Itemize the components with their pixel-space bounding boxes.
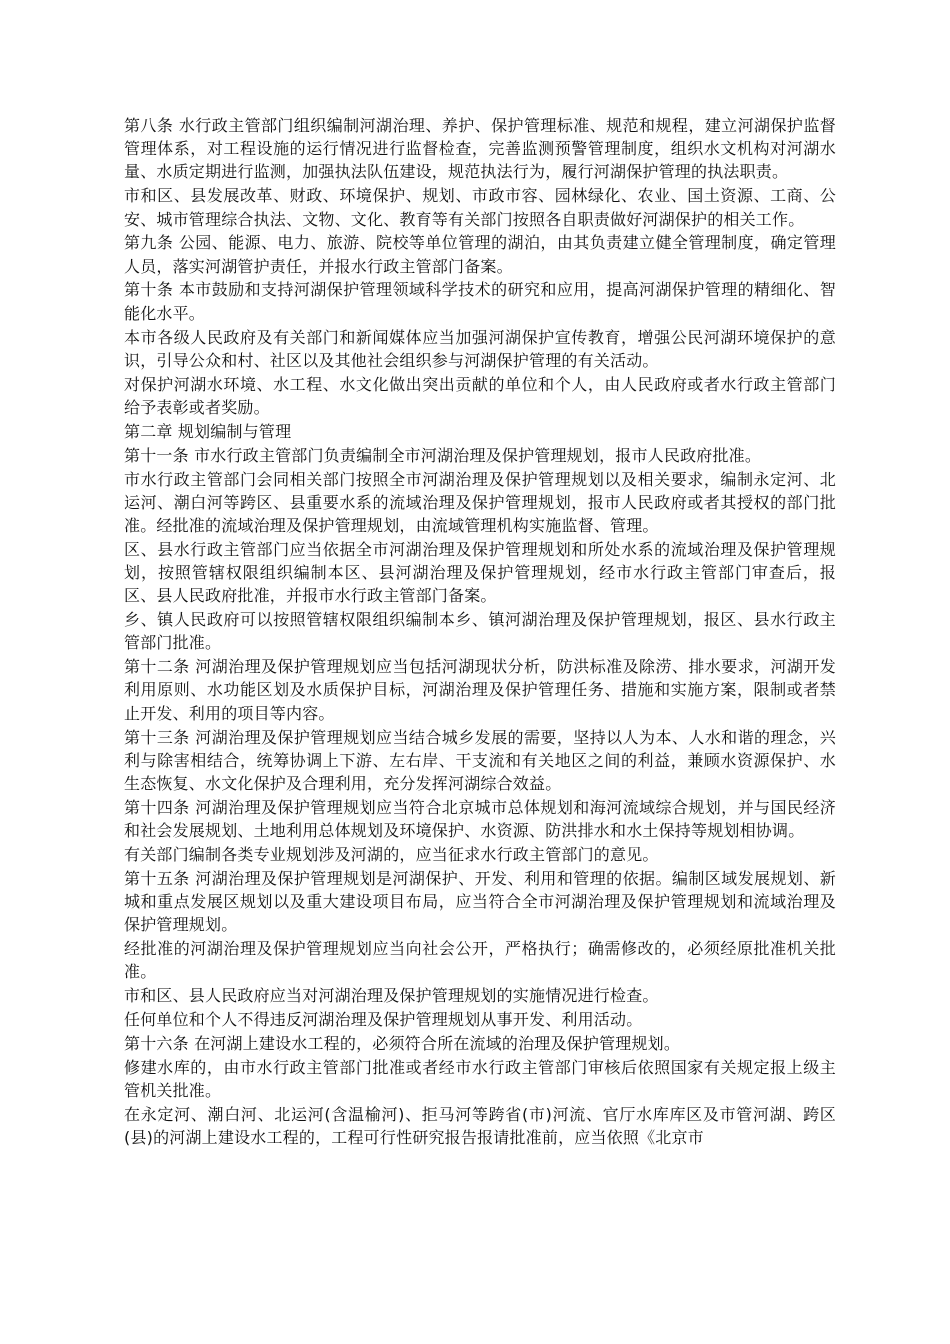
- article-14-paragraph: 第十四条 河湖治理及保护管理规划应当符合北京城市总体规划和海河流域综合规划，并与国民经济和社会发展规划、土地利用总体规划及环境保护、水资源、防洪排水和水土保持等规划相协调。: [124, 797, 836, 841]
- article-8-paragraph: 第八条 水行政主管部门组织编制河湖治理、养护、保护管理标准、规范和规程，建立河湖保护监督管理体系，对工程设施的运行情况进行监督检查，完善监测预警管理制度，组织水文机构对河湖水量、水质定期进行监测，加强执法队伍建设，规范执法行为，履行河湖保护管理的执法职责。: [124, 116, 836, 182]
- article-10-education-paragraph: 本市各级人民政府及有关部门和新闻媒体应当加强河湖保护宣传教育，增强公民河湖环境保护的意识，引导公众和村、社区以及其他社会组织参与河湖保护管理的有关活动。: [124, 327, 836, 370]
- article-12-paragraph: 第十二条 河湖治理及保护管理规划应当包括河湖现状分析，防洪标准及除涝、排水要求，河湖开发利用原则、水功能区划及水质保护目标，河湖治理及保护管理任务、措施和实施方案，限制或者禁止开发、利用的项目等内容。: [124, 657, 836, 723]
- article-10-paragraph: 第十条 本市鼓励和支持河湖保护管理领域科学技术的研究和应用，提高河湖保护管理的精细化、智能化水平。: [124, 280, 836, 323]
- article-8-departments-paragraph: 市和区、县发展改革、财政、环境保护、规划、市政市容、园林绿化、农业、国土资源、工商、公安、城市管理综合执法、文物、文化、教育等有关部门按照各自职责做好河湖保护的相关工作。: [124, 186, 836, 229]
- article-11-district-paragraph: 区、县水行政主管部门应当依据全市河湖治理及保护管理规划和所处水系的流域治理及保护管理规划，按照管辖权限组织编制本区、县河湖治理及保护管理规划，经市水行政主管部门审查后，报区、县人民政府批准，并报市水行政主管部门备案。: [124, 539, 836, 606]
- article-16-rivers-paragraph: 在永定河、潮白河、北运河(含温榆河)、拒马河等跨省(市)河流、官厅水库库区及市管河湖、跨区(县)的河湖上建设水工程的，工程可行性研究报告报请批准前，应当依照《北京市: [124, 1104, 836, 1148]
- article-10-award-paragraph: 对保护河湖水环境、水工程、水文化做出突出贡献的单位和个人，由人民政府或者水行政主管部门给予表彰或者奖励。: [124, 374, 836, 417]
- article-9-paragraph: 第九条 公园、能源、电力、旅游、院校等单位管理的湖泊，由其负责建立健全管理制度，确定管理人员，落实河湖管护责任，并报水行政主管部门备案。: [124, 233, 836, 276]
- article-15-paragraph: 第十五条 河湖治理及保护管理规划是河湖保护、开发、利用和管理的依据。编制区域发展规划、新城和重点发展区规划以及重大建设项目布局，应当符合全市河湖治理及保护管理规划和流域治理及保护管理规划。: [124, 868, 836, 935]
- document-page: [124, 114, 836, 1150]
- article-16-reservoir-paragraph: 修建水库的，由市水行政主管部门批准或者经市水行政主管部门审核后依照国家有关规定报上级主管机关批准。: [124, 1057, 836, 1101]
- article-11-township-paragraph: 乡、镇人民政府可以按照管辖权限组织编制本乡、镇河湖治理及保护管理规划，报区、县水行政主管部门批准。: [124, 610, 836, 653]
- article-15-public-paragraph: 经批准的河湖治理及保护管理规划应当向社会公开，严格执行；确需修改的，必须经原批准机关批准。: [124, 939, 836, 982]
- chapter-2-heading: 第二章 规划编制与管理: [124, 421, 292, 441]
- article-15-prohibition-paragraph: 任何单位和个人不得违反河湖治理及保护管理规划从事开发、利用活动。: [124, 1010, 643, 1030]
- article-11-basin-paragraph: 市水行政主管部门会同相关部门按照全市河湖治理及保护管理规划以及相关要求，编制永定河、北运河、潮白河等跨区、县重要水系的流域治理及保护管理规划，报市人民政府或者其授权的部门批准。经批准的流域治理及保护管理规划，由流域管理机构实施监督、管理。: [124, 469, 836, 535]
- article-15-inspection-paragraph: 市和区、县人民政府应当对河湖治理及保护管理规划的实施情况进行检查。: [124, 986, 659, 1006]
- article-14-consult-paragraph: 有关部门编制各类专业规划涉及河湖的，应当征求水行政主管部门的意见。: [124, 844, 659, 864]
- article-11-paragraph: 第十一条 市水行政主管部门负责编制全市河湖治理及保护管理规划，报市人民政府批准。: [124, 445, 762, 465]
- article-13-paragraph: 第十三条 河湖治理及保护管理规划应当结合城乡发展的需要，坚持以人为本、人水和谐的理念，兴利与除害相结合，统筹协调上下游、左右岸、干支流和有关地区之间的利益，兼顾水资源保护、水生态恢复、水文化保护及合理利用，充分发挥河湖综合效益。: [124, 727, 836, 793]
- article-16-paragraph: 第十六条 在河湖上建设水工程的，必须符合所在流域的治理及保护管理规划。: [124, 1033, 681, 1053]
